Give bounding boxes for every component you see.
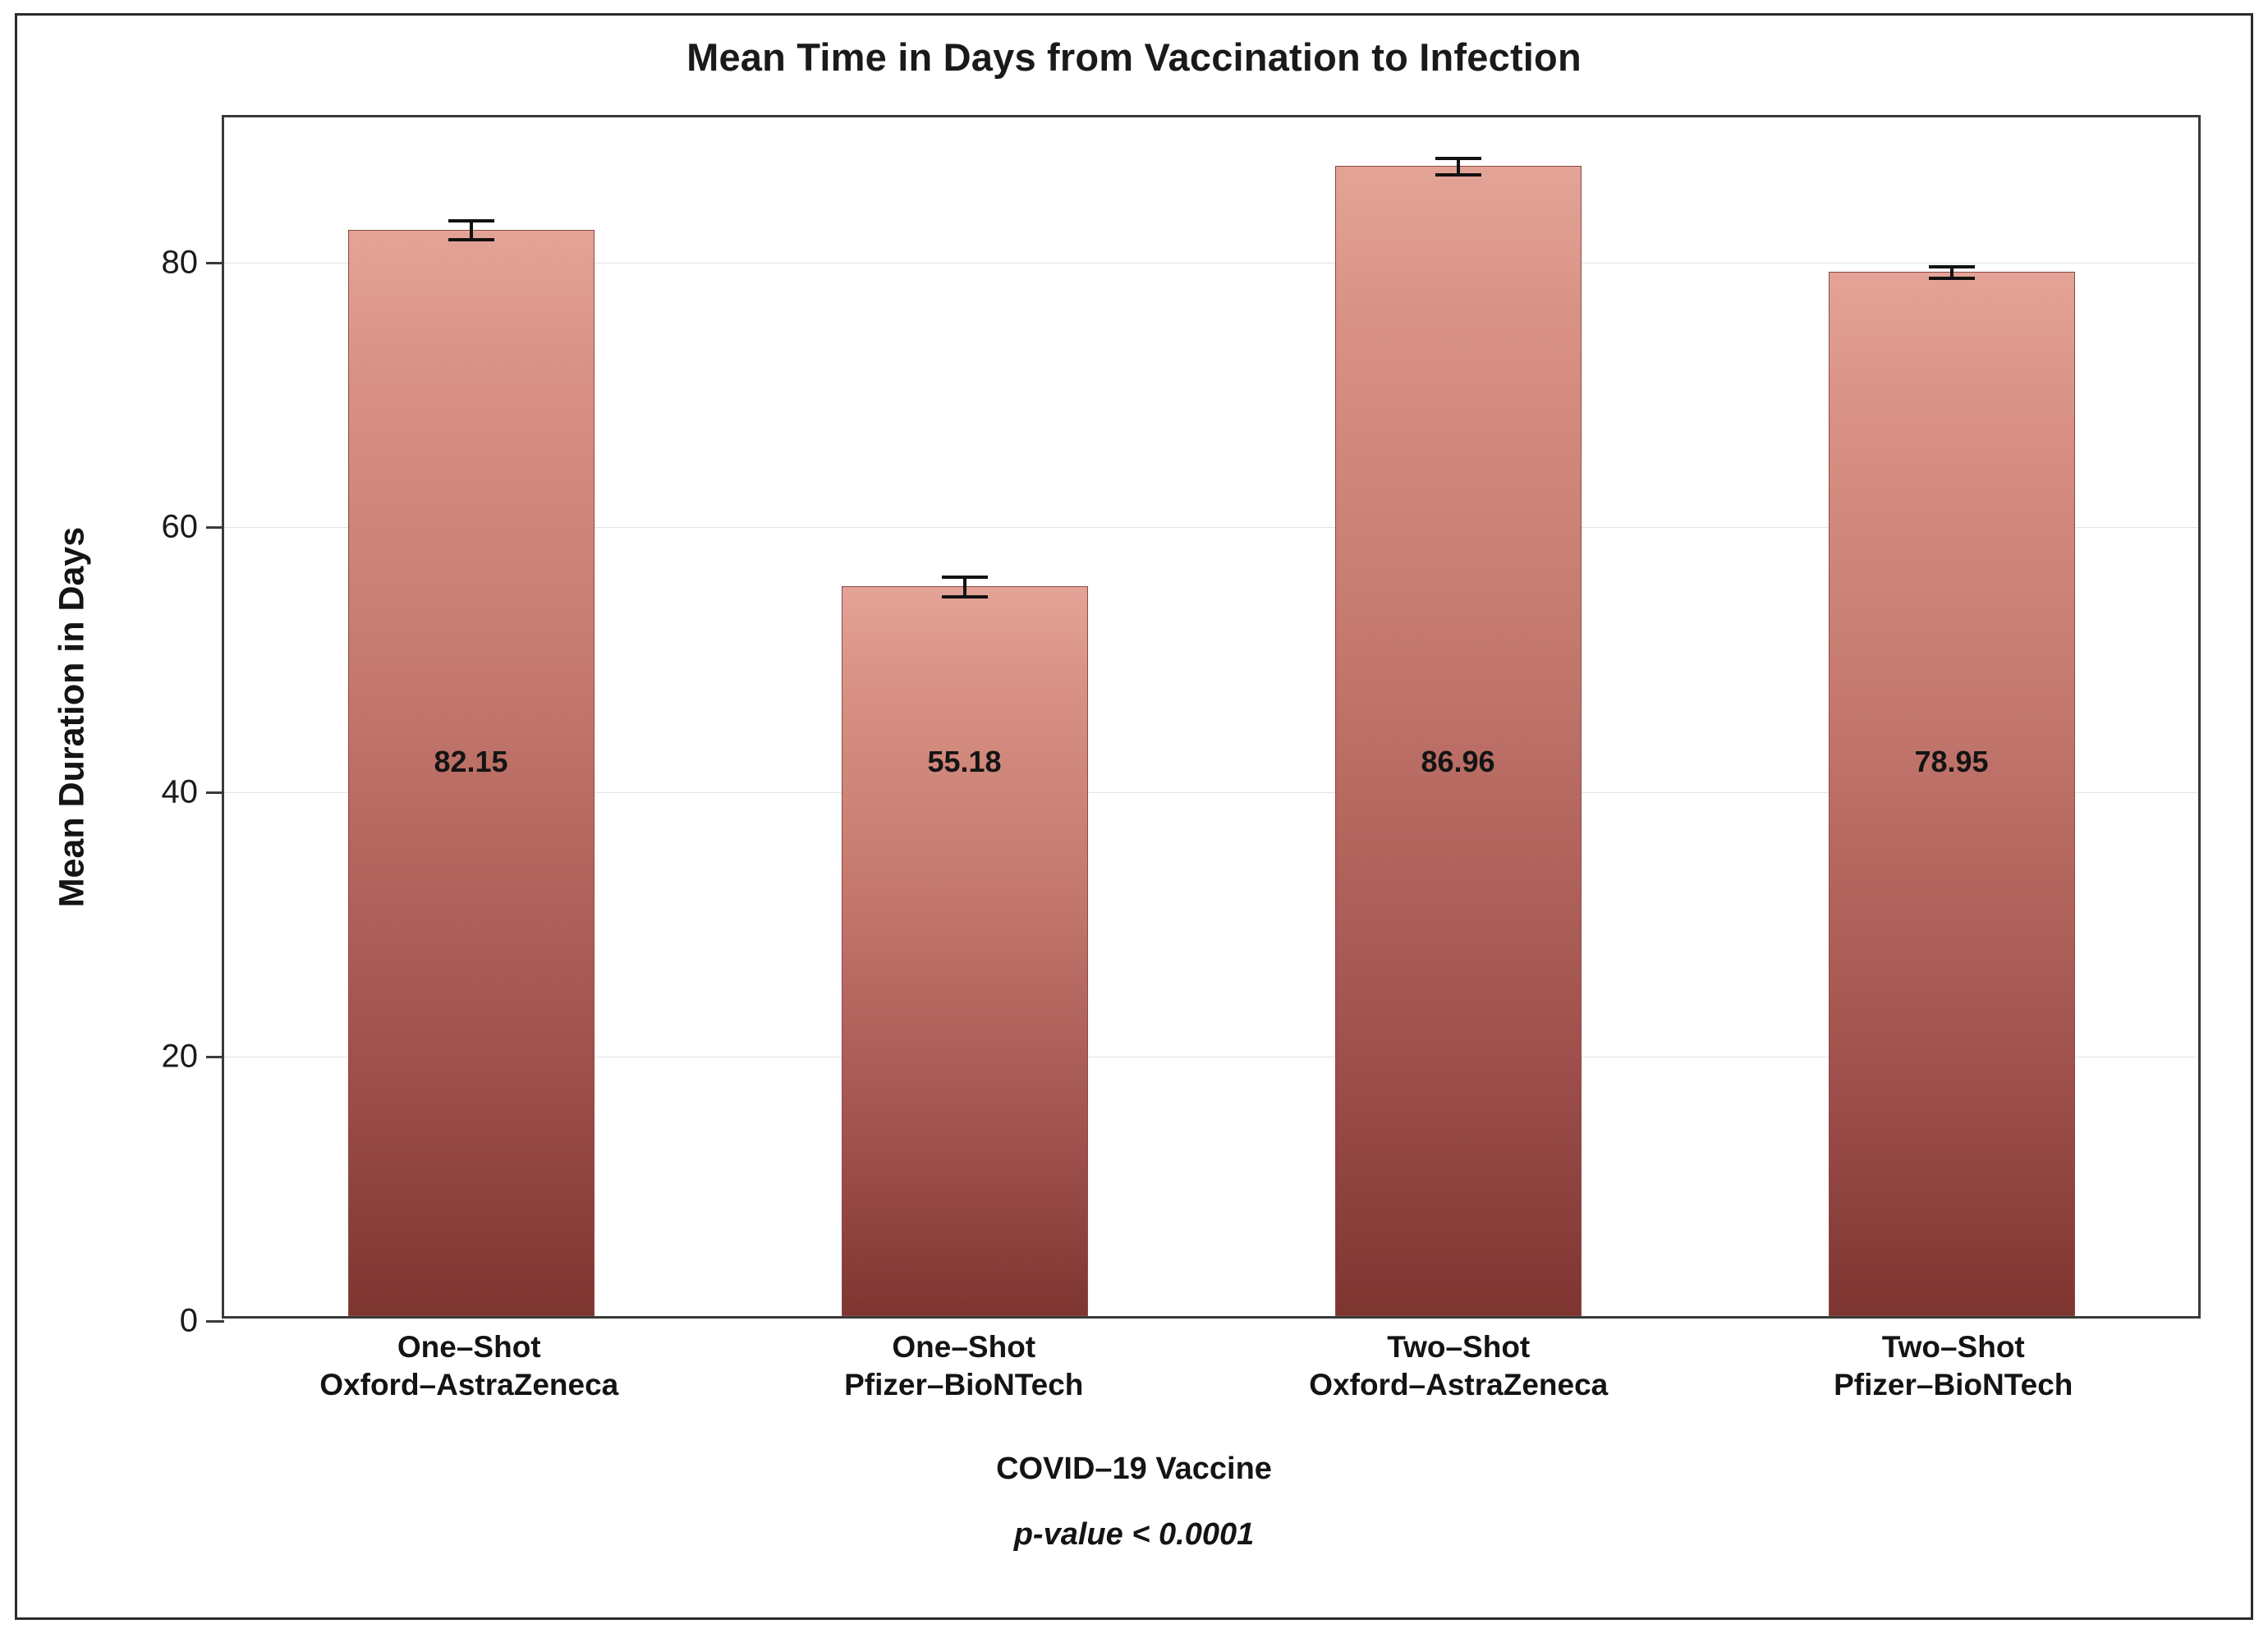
error-bar-cap-bottom (1929, 277, 1975, 280)
y-axis-tick-label: 60 (161, 508, 198, 545)
error-bar (448, 219, 494, 241)
error-bar (942, 576, 988, 598)
y-axis-tick-label: 40 (161, 773, 198, 810)
bars-layer (224, 117, 2198, 1316)
error-bar-cap-top (1435, 157, 1481, 160)
x-axis-category-label (717, 1328, 1212, 1405)
x-axis-category-label (1706, 1328, 2201, 1405)
x-axis-category-line: Two–Shot (1387, 1330, 1531, 1364)
y-axis-tick-label: 0 (179, 1302, 198, 1339)
bar[interactable] (842, 586, 1088, 1316)
y-axis-tick (206, 262, 224, 264)
x-axis-category-line: Pfizer–BioNTech (844, 1368, 1084, 1402)
error-bar-cap-top (448, 219, 494, 222)
bar-slot (224, 117, 718, 1316)
error-bar-cap-bottom (448, 238, 494, 241)
bar-slot (1211, 117, 1705, 1316)
y-axis-title-text: Mean Duration in Days (52, 526, 92, 907)
x-axis-tick-labels (222, 1328, 2201, 1405)
bar[interactable] (1335, 166, 1582, 1316)
y-axis-tick (206, 791, 224, 794)
y-axis-tick (206, 526, 224, 529)
y-axis-title (48, 115, 97, 1319)
y-axis-tick (206, 1056, 224, 1058)
bar-slot (1705, 117, 2198, 1316)
y-axis-tick (206, 1320, 224, 1323)
y-axis-tick-label: 80 (161, 244, 198, 281)
error-bar-cap-bottom (1435, 173, 1481, 177)
error-bar-cap-top (1929, 265, 1975, 268)
plot-area (161, 115, 2201, 1339)
error-bar (1435, 157, 1481, 177)
x-axis-category-line: Oxford–AstraZeneca (1309, 1368, 1609, 1402)
y-axis-tick-label: 20 (161, 1038, 198, 1075)
x-axis-category-line: Pfizer–BioNTech (1834, 1368, 2073, 1402)
x-axis-category-line: Two–Shot (1881, 1330, 2025, 1364)
error-bar-cap-top (942, 576, 988, 579)
x-axis-title: COVID–19 Vaccine (996, 1452, 1272, 1486)
bar-value-label: 78.95 (1914, 745, 1989, 779)
bar-value-label: 55.18 (927, 745, 1002, 779)
bar-slot (718, 117, 1211, 1316)
x-axis-category-line: One–Shot (397, 1330, 541, 1364)
p-value-annotation: p-value < 0.0001 (1013, 1517, 1255, 1552)
chart-title: Mean Time in Days from Vaccination to Infection (686, 35, 1582, 79)
x-axis-category-line: Oxford–AstraZeneca (319, 1368, 619, 1402)
bar-value-label: 86.96 (1421, 745, 1495, 779)
error-bar-cap-bottom (942, 595, 988, 599)
x-axis-category-line: One–Shot (892, 1330, 1036, 1364)
x-axis-category-label (222, 1328, 717, 1405)
bar-value-label: 82.15 (434, 745, 508, 779)
error-bar (1929, 265, 1975, 280)
bar[interactable] (348, 230, 595, 1316)
bar[interactable] (1829, 272, 2075, 1316)
x-axis-category-label (1211, 1328, 1706, 1405)
